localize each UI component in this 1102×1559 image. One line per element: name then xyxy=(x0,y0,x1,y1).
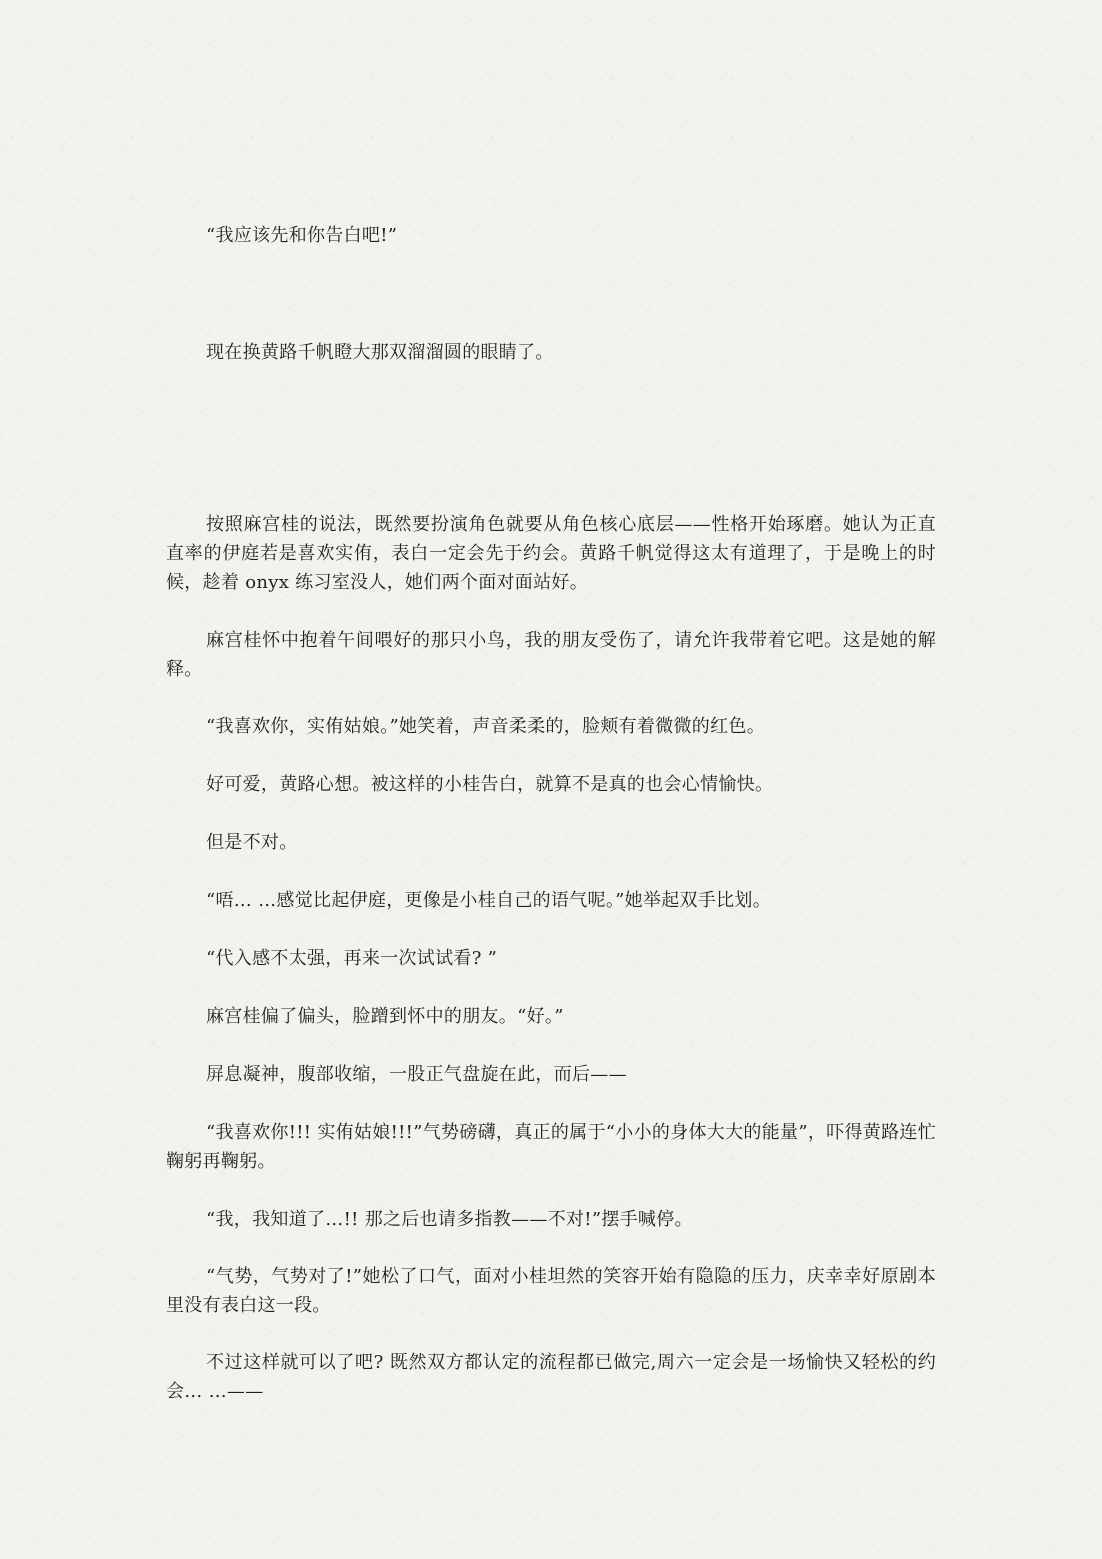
paragraph-14: “气势，气势对了!”她松了口气，面对小桂坦然的笑容开始有隐隐的压力，庆幸幸好原剧本里没有表白这一段。 xyxy=(166,1266,936,1316)
paragraph-4: 麻宫桂怀中抱着午间喂好的那只小鸟，我的朋友受伤了，请允许我带着它吧。这是她的解释。 xyxy=(166,630,936,680)
paragraph-9: “代入感不太强，再来一次试试看? ” xyxy=(206,948,498,969)
paragraph-5: “我喜欢你，实侑姑娘。”她笑着，声音柔柔的，脸颊有着微微的红色。 xyxy=(206,716,766,737)
paragraph-8: “唔… …感觉比起伊庭，更像是小桂自己的语气呢。”她举起双手比划。 xyxy=(206,890,772,911)
paragraph-13: “我，我知道了…!! 那之后也请多指教——不对!”摆手喊停。 xyxy=(206,1209,693,1230)
paragraph-1: “我应该先和你告白吧!” xyxy=(206,225,398,246)
paragraph-2: 现在换黄路千帆瞪大那双溜溜圆的眼睛了。 xyxy=(206,342,554,363)
paragraph-7: 但是不对。 xyxy=(206,832,298,853)
paragraph-3: 按照麻宫桂的说法，既然要扮演角色就要从角色核心底层——性格开始琢磨。她认为正直直率的伊庭若是喜欢实侑，表白一定会先于约会。黄路千帆觉得这太有道理了，于是晚上的时候，趁着 onyx 练习室没人，她们两个面对面站好。 xyxy=(166,514,936,593)
paragraph-12: “我喜欢你!!! 实侑姑娘!!!”气势磅礴，真正的属于“小小的身体大大的能量”，吓得黄路连忙鞠躬再鞠躬。 xyxy=(166,1122,936,1172)
paragraph-6: 好可爱，黄路心想。被这样的小桂告白，就算不是真的也会心情愉快。 xyxy=(206,774,774,795)
paragraph-10: 麻宫桂偏了偏头，脸蹭到怀中的朋友。“好。” xyxy=(206,1006,564,1027)
paragraph-15: 不过这样就可以了吧? 既然双方都认定的流程都已做完,周六一定会是一场愉快又轻松的约会… …—— xyxy=(166,1352,936,1402)
paragraph-11: 屏息凝神，腹部收缩，一股正气盘旋在此，而后—— xyxy=(206,1064,627,1085)
